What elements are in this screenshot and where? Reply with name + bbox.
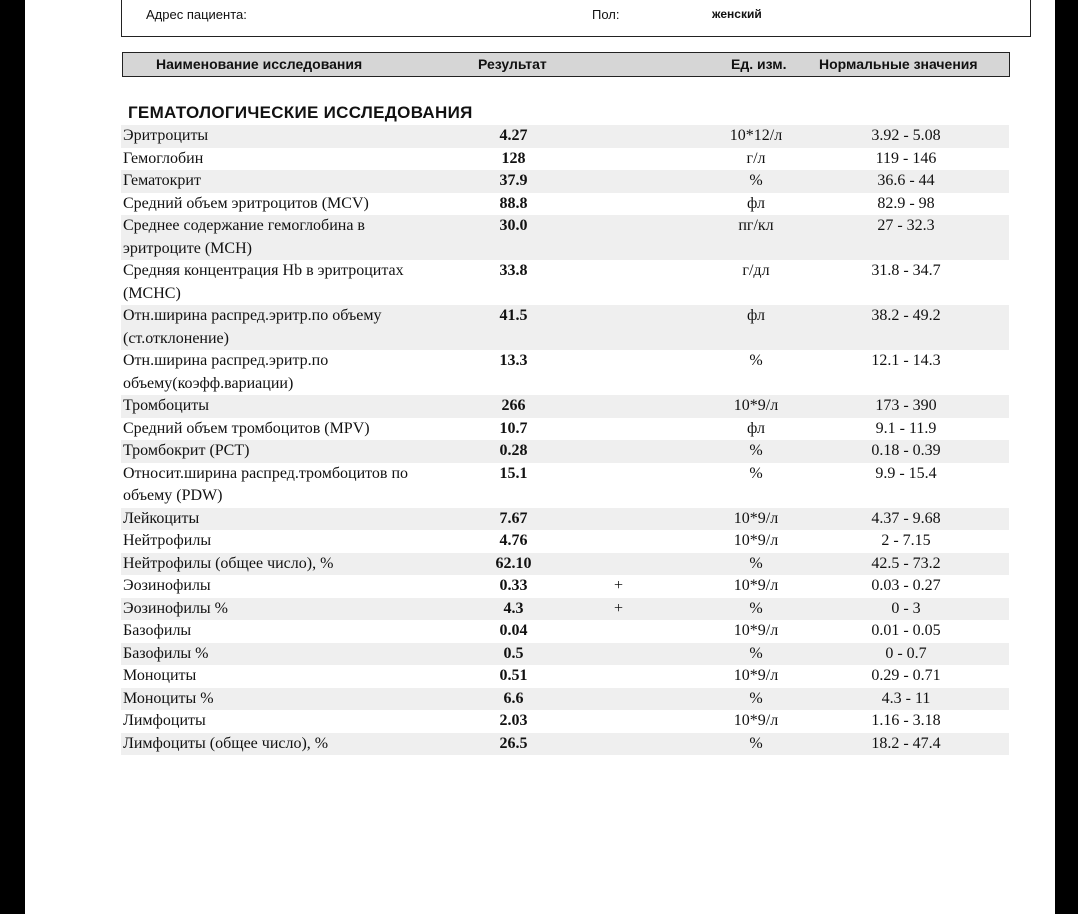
result-name: Отн.ширина распред.эритр.по объему(коэфф.вариации) — [123, 352, 329, 392]
patient-address-label: Адрес пациента: — [146, 7, 247, 22]
result-value: 88.8 — [499, 194, 528, 212]
result-unit: % — [749, 689, 763, 707]
result-value: 15.1 — [499, 464, 528, 482]
table-row — [121, 395, 1009, 418]
table-row — [121, 620, 1009, 643]
result-value: 26.5 — [499, 734, 528, 752]
result-value: 4.3 — [503, 599, 524, 617]
table-row — [121, 440, 1009, 463]
result-name: Лимфоциты — [123, 712, 206, 729]
report-page — [25, 0, 1055, 914]
result-name: Лейкоциты — [123, 509, 200, 527]
patient-info-box — [121, 0, 1031, 37]
table-row — [121, 350, 1009, 395]
result-norm: 82.9 - 98 — [877, 194, 935, 212]
result-unit: % — [749, 644, 763, 662]
result-value: 0.28 — [499, 442, 528, 459]
result-unit: 10*9/л — [733, 397, 779, 414]
result-unit: % — [749, 172, 763, 189]
result-unit: 10*12/л — [729, 127, 783, 144]
table-row — [121, 125, 1009, 148]
result-value: 6.6 — [503, 689, 524, 707]
result-norm: 0.03 - 0.27 — [871, 577, 941, 594]
table-row — [121, 193, 1009, 216]
result-name: Базофилы % — [123, 644, 209, 662]
result-name: Средний объем тромбоцитов (MPV) — [123, 419, 370, 437]
result-value: 4.27 — [499, 127, 528, 144]
result-unit: фл — [747, 307, 765, 324]
result-value: 37.9 — [499, 172, 528, 189]
table-row — [121, 508, 1009, 531]
result-norm: 0.01 - 0.05 — [871, 622, 941, 639]
result-unit: % — [749, 352, 763, 369]
table-row — [121, 260, 1009, 305]
result-norm: 0 - 3 — [891, 599, 921, 617]
result-value: 62.10 — [495, 554, 532, 572]
table-row — [121, 418, 1009, 441]
table-row — [121, 598, 1009, 621]
result-flag: + — [613, 577, 624, 594]
result-norm: 4.37 - 9.68 — [871, 509, 941, 527]
result-unit: 10*9/л — [733, 622, 779, 639]
result-name: Моноциты — [123, 667, 197, 684]
result-value: 13.3 — [499, 352, 528, 369]
result-unit: 10*9/л — [733, 667, 779, 684]
result-name: Эозинофилы % — [123, 599, 228, 617]
result-flag: + — [613, 599, 624, 617]
result-norm: 0.18 - 0.39 — [871, 442, 941, 459]
result-norm: 9.9 - 15.4 — [875, 464, 937, 482]
header-name: Наименование исследования — [156, 56, 363, 72]
header-norm: Нормальные значения — [819, 56, 978, 72]
table-row — [121, 530, 1009, 553]
result-value: 128 — [501, 149, 526, 167]
result-unit: % — [749, 464, 763, 482]
result-norm: 42.5 - 73.2 — [871, 554, 941, 572]
result-value: 33.8 — [499, 262, 528, 279]
result-value: 10.7 — [499, 419, 528, 437]
result-norm: 4.3 - 11 — [881, 689, 931, 707]
result-unit: % — [749, 734, 763, 752]
table-row — [121, 553, 1009, 576]
table-row — [121, 688, 1009, 711]
result-name: Среднее содержание гемоглобина в эритроците (MCH) — [123, 217, 365, 257]
result-unit: г/л — [746, 149, 766, 167]
result-name: Гемоглобин — [123, 149, 204, 167]
result-norm: 2 - 7.15 — [881, 532, 931, 549]
result-norm: 0.29 - 0.71 — [871, 667, 941, 684]
result-name: Отн.ширина распред.эритр.по объему (ст.отклонение) — [123, 307, 382, 347]
table-row — [121, 170, 1009, 193]
table-row — [121, 305, 1009, 350]
result-name: Нейтрофилы — [123, 532, 212, 549]
result-norm: 27 - 32.3 — [877, 217, 935, 234]
result-unit: фл — [747, 419, 765, 437]
table-row — [121, 733, 1009, 756]
result-name: Тромбокрит (PCT) — [123, 442, 250, 459]
result-unit: 10*9/л — [733, 509, 779, 527]
result-norm: 36.6 - 44 — [877, 172, 935, 189]
result-unit: 10*9/л — [733, 577, 779, 594]
result-name: Лимфоциты (общее число), % — [123, 734, 329, 752]
result-unit: пг/кл — [738, 217, 774, 234]
result-norm: 38.2 - 49.2 — [871, 307, 941, 324]
patient-sex-value: женский — [712, 7, 762, 21]
result-unit: 10*9/л — [733, 712, 779, 729]
result-norm: 18.2 - 47.4 — [871, 734, 941, 752]
result-name: Средняя концентрация Hb в эритроцитах (MCHC) — [123, 262, 404, 302]
result-unit: фл — [747, 194, 765, 212]
table-row — [121, 463, 1009, 508]
result-value: 266 — [501, 397, 526, 414]
result-norm: 31.8 - 34.7 — [871, 262, 941, 279]
result-norm: 1.16 - 3.18 — [871, 712, 941, 729]
table-row — [121, 575, 1009, 598]
result-name: Гематокрит — [123, 172, 201, 189]
table-row — [121, 643, 1009, 666]
result-value: 7.67 — [499, 509, 528, 527]
results-table — [121, 125, 1009, 755]
result-value: 2.03 — [499, 712, 528, 729]
section-title: ГЕМАТОЛОГИЧЕСКИЕ ИССЛЕДОВАНИЯ — [128, 103, 473, 122]
table-row — [121, 148, 1009, 171]
result-name: Эозинофилы — [123, 577, 211, 594]
result-norm: 173 - 390 — [875, 397, 937, 414]
result-unit: % — [749, 554, 763, 572]
result-name: Тромбоциты — [123, 397, 209, 414]
result-name: Базофилы — [123, 622, 192, 639]
table-header — [122, 52, 1010, 77]
result-name: Относит.ширина распред.тромбоцитов по объему (PDW) — [123, 464, 409, 504]
result-value: 30.0 — [499, 217, 528, 234]
result-norm: 3.92 - 5.08 — [871, 127, 941, 144]
result-value: 0.04 — [499, 622, 528, 639]
result-name: Нейтрофилы (общее число), % — [123, 554, 334, 572]
result-name: Моноциты % — [123, 689, 214, 707]
result-unit: % — [749, 599, 763, 617]
table-row — [121, 710, 1009, 733]
result-name: Средний объем эритроцитов (MCV) — [123, 194, 369, 212]
header-unit: Ед. изм. — [731, 56, 787, 72]
result-norm: 119 - 146 — [875, 149, 937, 167]
header-result: Результат — [478, 56, 547, 72]
result-value: 0.51 — [499, 667, 528, 684]
result-norm: 12.1 - 14.3 — [871, 352, 941, 369]
result-unit: г/дл — [742, 262, 770, 279]
result-value: 0.5 — [503, 644, 524, 662]
patient-sex-label: Пол: — [592, 7, 620, 22]
result-unit: % — [749, 442, 763, 459]
result-value: 0.33 — [499, 577, 528, 594]
table-row — [121, 215, 1009, 260]
result-name: Эритроциты — [123, 127, 209, 144]
result-value: 41.5 — [499, 307, 528, 324]
result-value: 4.76 — [499, 532, 528, 549]
table-row — [121, 665, 1009, 688]
result-norm: 0 - 0.7 — [885, 644, 927, 662]
result-unit: 10*9/л — [733, 532, 779, 549]
result-norm: 9.1 - 11.9 — [875, 419, 937, 437]
